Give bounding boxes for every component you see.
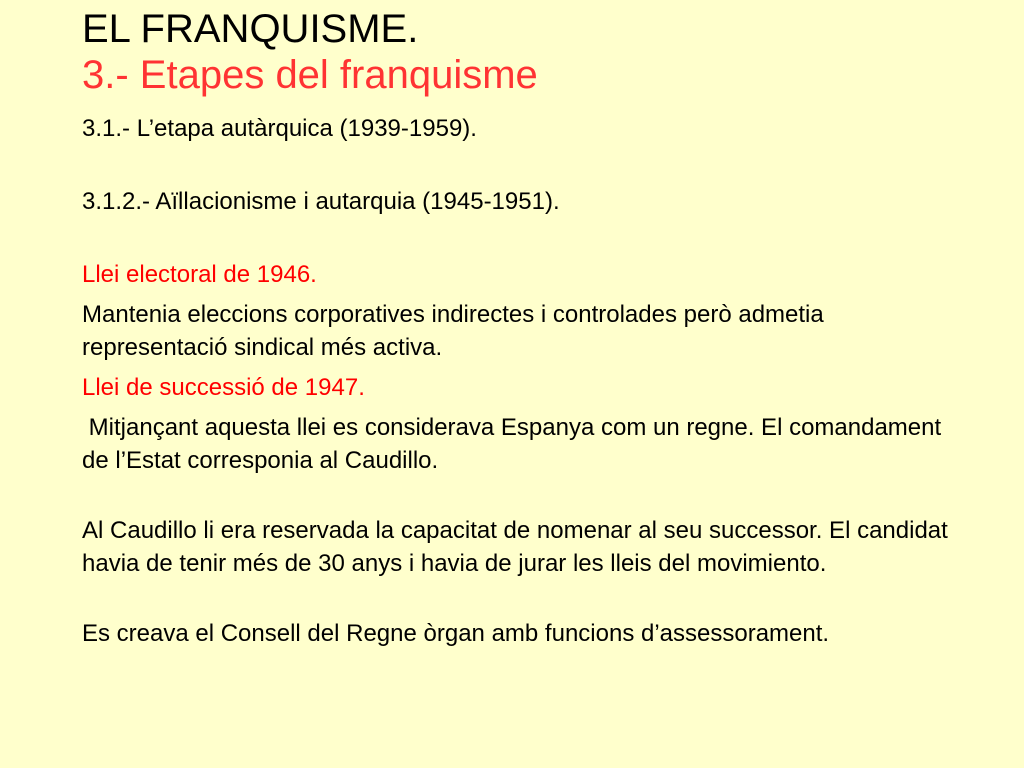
paragraph-etapa-autarquica: 3.1.- L’etapa autàrquica (1939-1959). <box>82 115 477 142</box>
slide-body <box>82 112 962 650</box>
paragraph-eleccions-corporatives: Mantenia eleccions corporatives indirectes i controlades però admetia representació sindical més activa. <box>82 301 824 361</box>
title-main: EL FRANQUISME. <box>82 7 419 51</box>
paragraph-successor: Al Caudillo li era reservada la capacitat de nomenar al seu successor. El candidat havia de tenir més de 30 anys i havia de jurar les lleis del movimiento. <box>82 517 948 577</box>
paragraph-llei-successio: Llei de successió de 1947. <box>82 374 365 401</box>
paragraph-llei-electoral: Llei electoral de 1946. <box>82 261 317 288</box>
paragraph-aillacionisme: 3.1.2.- Aïllacionisme i autarquia (1945-1951). <box>82 188 560 215</box>
slide-title <box>82 6 982 98</box>
paragraph-consell-regne: Es creava el Consell del Regne òrgan amb funcions d’assessorament. <box>82 620 830 647</box>
title-subtitle: 3.- Etapes del franquisme <box>82 53 538 97</box>
paragraph-regne: Mitjançant aquesta llei es considerava Espanya com un regne. El comandament de l’Estat corresponia al Caudillo. <box>82 414 948 474</box>
